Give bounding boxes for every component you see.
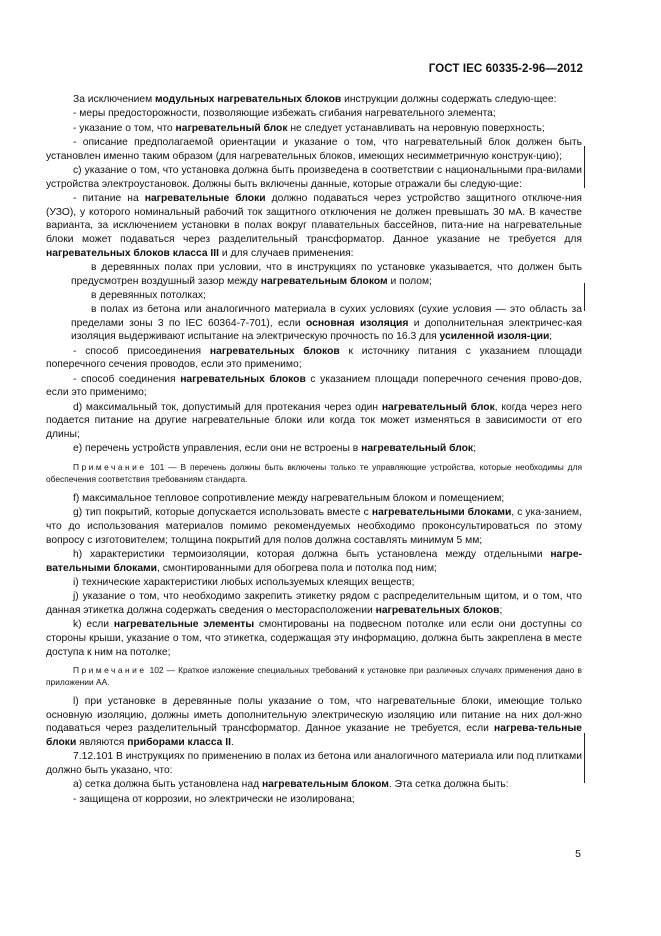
text-run: - защищена от коррозии, но электрически не изолирована;	[73, 793, 355, 805]
body-paragraph	[46, 303, 582, 344]
text-run: k) если	[73, 619, 114, 631]
text-run: . Эта сетка должна быть:	[388, 779, 509, 791]
bold-term: нагревательные элементы	[113, 619, 255, 631]
text-run: и дополнительная электричес-кая изоляция выдерживают испытание на электрическую прочность по 16.3 для	[71, 317, 582, 343]
change-bar	[584, 146, 585, 188]
body-paragraph	[46, 164, 582, 191]
body-paragraph	[46, 548, 582, 575]
text-run: d) максимальный ток, допустимый для протекания через один	[73, 401, 382, 413]
text-run: смонтированы на подвесном потолке или если они доступны со стороны крыши, указание о том, что этикетка, содержащая эту информацию, должна быть закреплена в месте доступа к ним на потолке;	[46, 619, 582, 658]
text-run: За исключением	[73, 94, 156, 105]
bold-term: нагревательных блоков	[375, 604, 500, 616]
text-run: .	[230, 736, 234, 748]
text-run: - описание предполагаемой ориентации и указание о том, что нагревательный блок должен быть установлен именно таким образом (для нагревательных блоков, имеющих несимметричную конструк-цию);	[46, 137, 582, 162]
text-run: в деревянных потолках;	[91, 289, 206, 301]
bold-term: нагревательными блоками	[371, 507, 512, 519]
note-paragraph	[46, 665, 582, 688]
text-run: в деревянных полах при условии, что в инструкциях по установке указывается, что должен быть предусмотрен воздушный зазор между	[71, 261, 582, 287]
bold-term: нагревательных блоков	[180, 373, 306, 385]
body-paragraph	[46, 492, 582, 506]
note-paragraph	[46, 462, 582, 485]
bold-term: нагревательные блоки	[144, 193, 266, 205]
body-paragraph	[46, 590, 582, 617]
body-paragraph	[46, 750, 582, 777]
body-paragraph	[46, 192, 582, 260]
bold-term: нагревательных блоков	[209, 345, 340, 357]
text-run: ;	[499, 604, 503, 616]
body-paragraph	[46, 778, 582, 792]
body-paragraph	[46, 576, 582, 590]
text-run: g) тип покрытий, которые допускается использовать вместе с	[73, 507, 372, 519]
body-paragraph	[46, 289, 582, 303]
bold-term: нагревательным блоком	[261, 779, 389, 791]
bold-term: нагревательных блоков класса III	[46, 247, 220, 259]
text-run: j) указание о том, что необходимо закрепить этикетку рядом с распределительным щитом, и о том, что данная этикетка должна содержать сведения о месторасположении	[46, 591, 582, 616]
note-label: Примечание	[73, 462, 147, 472]
text-run: с указанием площади поперечного сечения прово-дов, если это применимо;	[46, 373, 582, 399]
text-run: h) характеристики термоизоляции, которая должна быть установлена между отдельными	[73, 548, 551, 560]
bold-term: основная изоляция	[305, 317, 409, 329]
change-bar	[584, 283, 585, 311]
bold-term: нагрева-тельные блоки	[46, 723, 582, 748]
text-run: i) технические характеристики любых используемых клеящих веществ;	[73, 576, 415, 588]
bold-term: модульных нагревательных блоков	[155, 94, 342, 105]
text-run: 101 — В перечень должны быть включены только те управляющие устройства, которые необходимы для обеспечения соответствия требованиям стандарта.	[46, 462, 582, 484]
body-paragraph	[46, 695, 582, 749]
text-run: должно подаваться через устройство защитного отключе-ния (УЗО), у которого номинальный рабочий ток защитного отключения не должен превышать 30 мА. В качестве варианта, за исключением установки в полах вокруг плавательных бассейнов, пита-ние на нагревательные блоки может подаваться через разделительный трансформатор. Данное указание не требуется для	[46, 193, 582, 245]
page-number: 5	[575, 848, 581, 860]
bold-term: приборами класса II	[127, 736, 231, 748]
body-paragraph	[46, 122, 582, 136]
text-run: - меры предосторожности, позволяющие избежать сгибания нагревательного элемента;	[73, 108, 496, 120]
text-run: а) сетка должна быть установлена над	[73, 779, 262, 791]
bold-term: нагревательный блок	[175, 122, 288, 134]
text-run: и полом;	[387, 275, 432, 287]
bold-term: нагревательный блок	[381, 401, 495, 413]
text-run: - способ присоединения	[73, 345, 210, 357]
text-run: е) перечень устройств управления, если они не встроены в	[73, 443, 362, 455]
body-paragraph	[46, 373, 582, 400]
body-paragraph	[46, 93, 582, 107]
text-run: - способ соединения	[73, 373, 181, 385]
text-run: , когда через него подается питание на другие нагревательные блоки или когда ток может изменяться в зависимости от его длины;	[46, 401, 583, 441]
bold-term: нагревательным блоком	[260, 275, 388, 287]
text-run: с) указание о том, что установка должна быть произведена в соответствии с национальными пра-вилами устройства электроустановок. Должны быть включены данные, которые отражали бы следую-щие:	[46, 165, 582, 190]
text-run: и для случаев применения:	[219, 247, 354, 259]
body-paragraph	[46, 793, 582, 807]
body-paragraph	[46, 136, 582, 163]
standard-header: ГОСТ IEC 60335-2-96—2012	[428, 63, 583, 75]
change-bar	[584, 733, 585, 783]
text-run: инструкции должны содержать следую-щее:	[341, 94, 557, 105]
text-run: f) максимальное тепловое сопротивление между нагревательным блоком и помещением;	[73, 493, 505, 504]
text-run: - указание о том, что	[73, 122, 176, 134]
body-paragraph	[46, 506, 582, 547]
body-paragraph	[46, 345, 582, 372]
text-run: ;	[549, 331, 553, 343]
text-run: 102 — Краткое изложение специальных требований к установке при различных случаях применения дано в приложении АА.	[46, 665, 582, 687]
text-run: являются	[76, 736, 128, 748]
text-run: не следует устанавливать на неровную поверхность;	[287, 122, 545, 134]
body-paragraph	[46, 401, 582, 442]
text-run: 7.12.101 В инструкциях по применению в полах из бетона или аналогичного материала или под плитками должно быть указано, что:	[46, 751, 582, 776]
body-paragraph	[46, 261, 582, 288]
text-run: - питание на	[73, 193, 145, 205]
text-run: ;	[473, 443, 476, 455]
body-paragraph	[46, 618, 582, 659]
text-run: , смонтированными для обогрева пола и потолка под ним;	[157, 562, 437, 574]
body-paragraph	[46, 107, 582, 121]
bold-term: нагре-вательными блоками	[46, 548, 582, 574]
document-body	[46, 93, 582, 807]
text-run: к источнику питания с указанием площади поперечного сечения проводов, если это применимо;	[46, 345, 582, 371]
note-label: Примечание	[73, 665, 147, 676]
text-run: , с ука-занием, что до использования материалов помимо рекомендуемых необходимо проконсультироваться по этому вопросу с изготовителем; толщина покрытий для полов должна составлять минимум 5 мм;	[46, 507, 582, 546]
text-run: в полах из бетона или аналогичного материала в сухих условиях (сухие условия — это область за пределами зоны 3 по IEC 60364-7-701), если	[71, 304, 582, 329]
bold-term: нагревательный блок	[361, 443, 474, 455]
body-paragraph	[46, 442, 582, 456]
bold-term: усиленной изоля-ции	[439, 331, 550, 343]
text-run: l) при установке в деревянные полы указание о том, что нагревательные блоки, имеющие только основную изоляцию, должны иметь дополнительную электрическую изоляцию или питание на них дол-жно подаваться через разделительный трансформатор. Данное указание не требуется, если	[46, 696, 582, 735]
